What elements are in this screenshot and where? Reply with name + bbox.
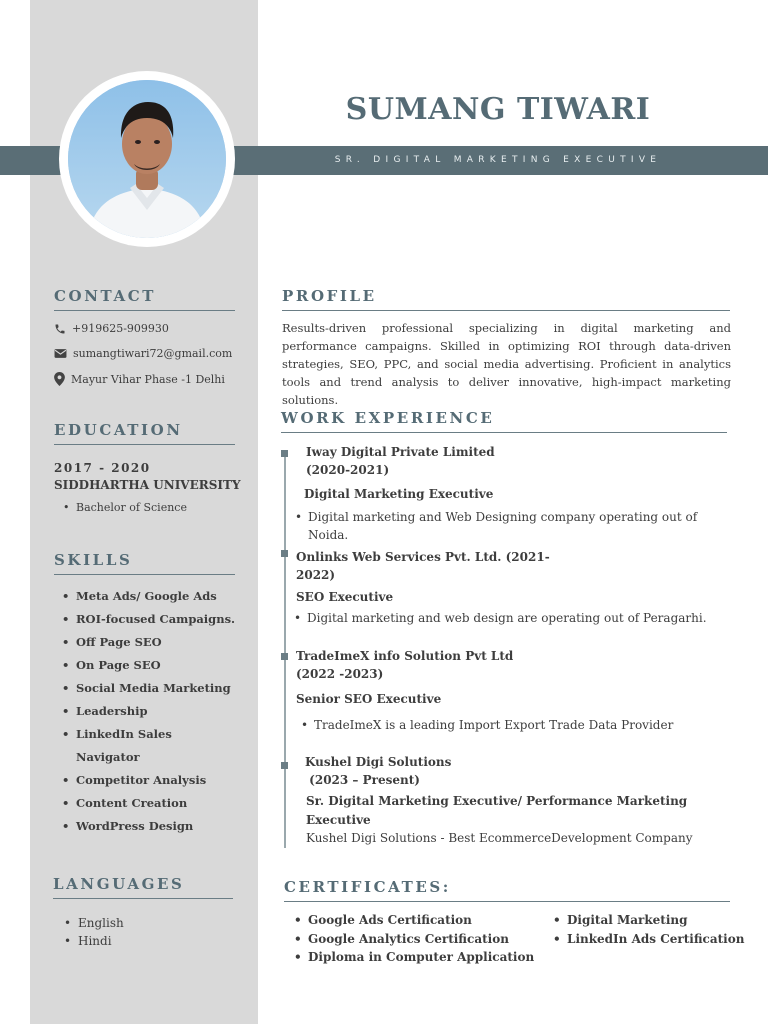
job-dates: (2023 – Present) (305, 773, 420, 787)
job-role: SEO Executive (296, 590, 394, 604)
job-company: Kushel Digi Solutions (305, 755, 452, 769)
mail-icon (54, 348, 67, 359)
job-description: • TradeImeX is a leading Import Export Trade Data Provider (314, 716, 673, 734)
job-company: Onlinks Web Services Pvt. Ltd. (2021- (296, 550, 550, 564)
timeline-line (284, 452, 286, 848)
certificates-list-left (308, 911, 534, 967)
profile-heading: PROFILE (282, 287, 730, 311)
skill-item: • WordPress Design (76, 815, 235, 838)
languages-heading: LANGUAGES (53, 875, 233, 899)
work-experience-heading: WORK EXPERIENCE (281, 409, 727, 433)
contact-phone (54, 322, 169, 335)
phone-icon (54, 323, 66, 335)
address-text: Mayur Vihar Phase -1 Delhi (71, 372, 225, 386)
language-item: • Hindi (78, 932, 124, 950)
skill-item: • Off Page SEO (76, 631, 235, 654)
skills-list (76, 585, 235, 838)
timeline-marker (281, 762, 288, 769)
timeline-marker (281, 450, 288, 457)
job-dates: 2022) (296, 568, 336, 582)
phone-number: +919625-909930 (72, 322, 169, 335)
certificates-heading: CERTIFICATES: (284, 878, 730, 902)
job-title: SR. DIGITAL MARKETING EXECUTIVE (334, 155, 662, 165)
certificates-list-right (567, 911, 744, 948)
certificate-item: • Diploma in Computer Application (308, 948, 534, 967)
education-degree: • Bachelor of Science (76, 501, 187, 514)
certificate-item: • Google Analytics Certification (308, 930, 534, 949)
timeline-marker (281, 653, 288, 660)
person-portrait-icon (68, 80, 226, 238)
job-role: Senior SEO Executive (296, 692, 442, 706)
location-pin-icon (54, 372, 65, 386)
contact-email (54, 347, 232, 360)
job-role: Digital Marketing Executive (304, 487, 494, 501)
certificate-item: • LinkedIn Ads Certification (567, 930, 744, 949)
timeline-marker (281, 550, 288, 557)
profile-photo (68, 80, 226, 238)
candidate-name: SUMANG TIWARI (345, 92, 651, 127)
certificate-item: • Digital Marketing (567, 911, 744, 930)
certificate-item: • Google Ads Certification (308, 911, 534, 930)
skill-item: • Meta Ads/ Google Ads (76, 585, 235, 608)
education-years: 2017 - 2020 (54, 461, 151, 475)
skill-item: • Social Media Marketing (76, 677, 235, 700)
education-school: SIDDHARTHA UNIVERSITY (54, 478, 241, 492)
profile-summary: Results-driven professional specializing in digital marketing and performance campaigns. Skilled in optimizing ROI through data-driven strategies, SEO, PPC, and social media advertising. Proficient in analytics tools and trend analysis to deliver innovative, high-impact marketing solutions. (282, 321, 731, 407)
education-heading: EDUCATION (54, 421, 235, 445)
job-description: Kushel Digi Solutions - Best EcommerceDevelopment Company (306, 831, 693, 845)
skill-item: • LinkedIn Sales Navigator (76, 723, 186, 769)
job-description: • Digital marketing and web design are operating out of Peragarhi. (307, 609, 707, 627)
skill-item: • Competitor Analysis (76, 769, 235, 792)
job-dates: (2020-2021) (306, 463, 390, 477)
skills-heading: SKILLS (54, 551, 235, 575)
job-role: Sr. Digital Marketing Executive/ Performance Marketing (306, 794, 688, 808)
job-role-continued: Executive (306, 813, 371, 827)
skill-item: • Leadership (76, 700, 235, 723)
skill-item: • On Page SEO (76, 654, 235, 677)
language-item: • English (78, 914, 124, 932)
job-dates: (2022 -2023) (296, 667, 384, 681)
skill-item: • ROI-focused Campaigns. (76, 608, 235, 631)
job-company: Iway Digital Private Limited (306, 445, 495, 459)
email-address: sumangtiwari72@gmail.com (73, 347, 233, 360)
job-company: TradeImeX info Solution Pvt Ltd (296, 649, 514, 663)
contact-heading: CONTACT (54, 287, 235, 311)
skill-item: • Content Creation (76, 792, 235, 815)
job-description: • Digital marketing and Web Designing company operating out of Noida. (308, 508, 713, 544)
languages-list (78, 914, 124, 950)
contact-address (54, 372, 225, 386)
